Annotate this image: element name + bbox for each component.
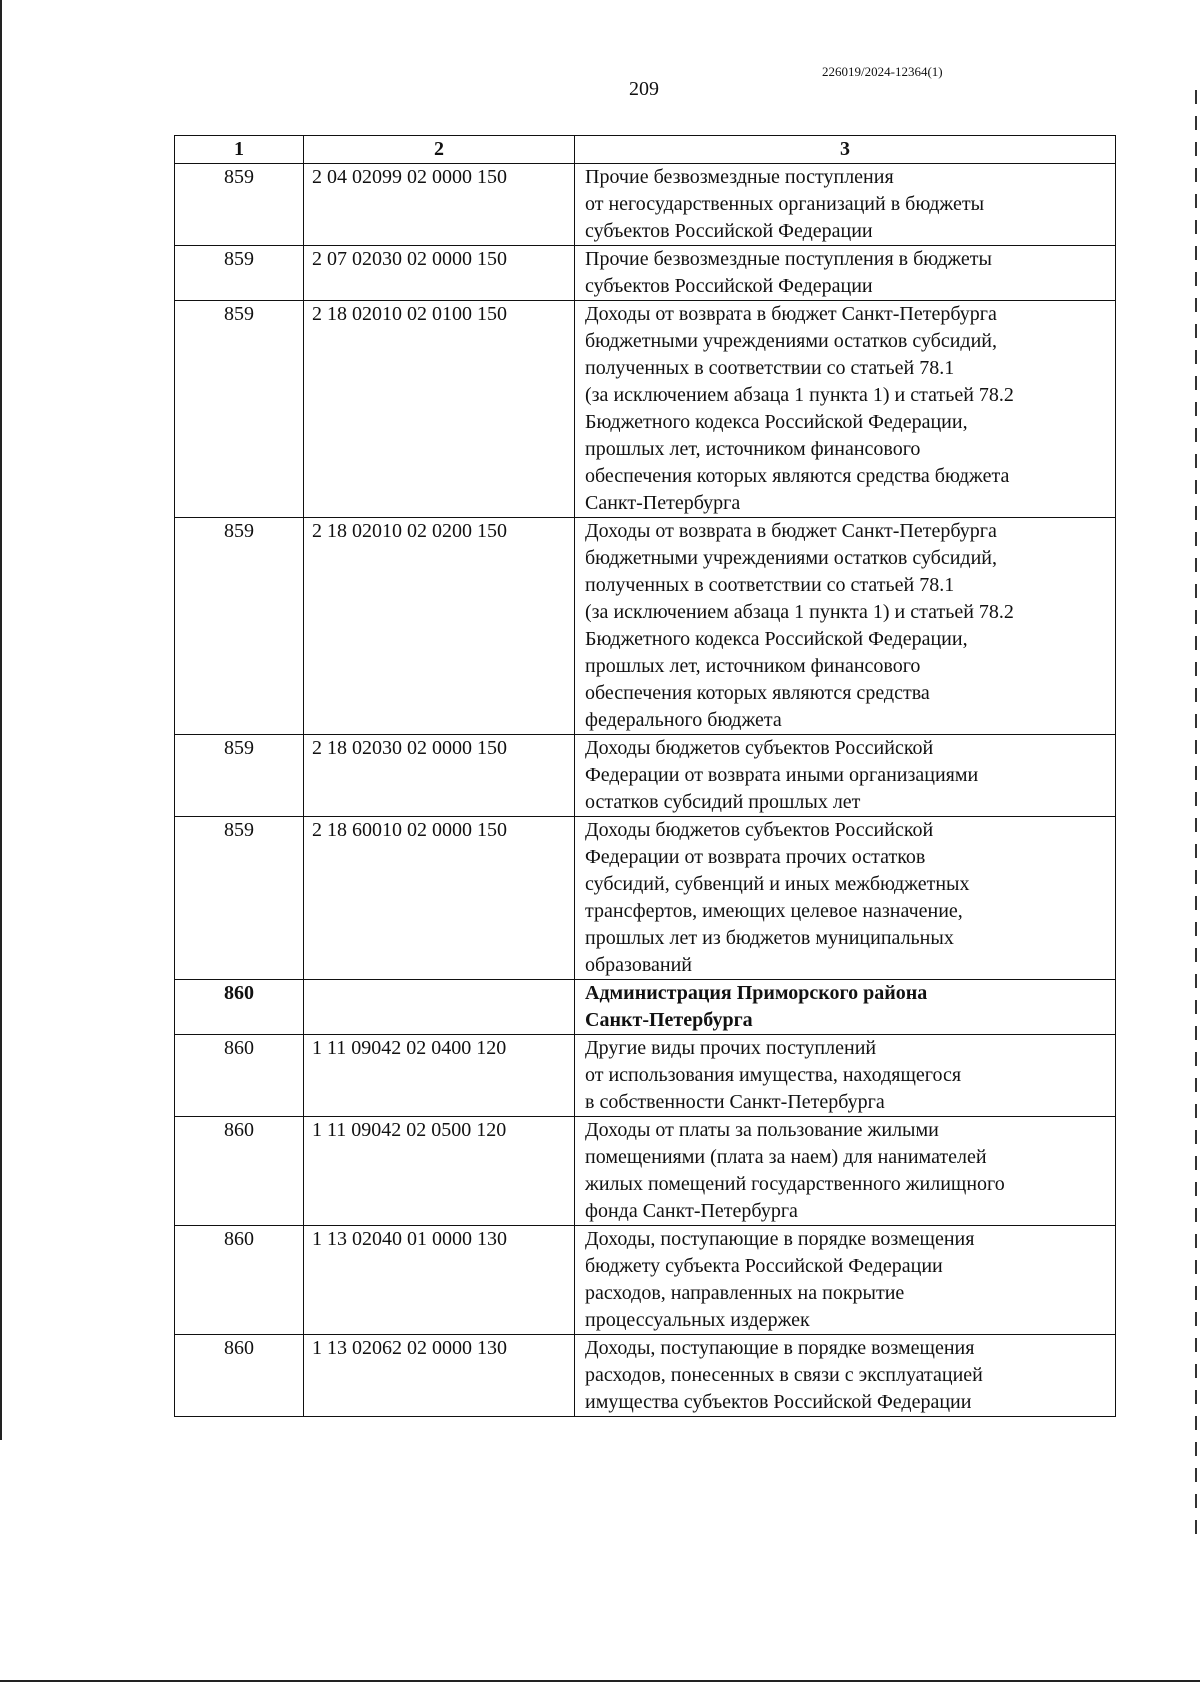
description-cell: Доходы от возврата в бюджет Санкт-Петербурга бюджетными учреждениями остатков субсидий, полученных в соответствии со статьей 78.1 (за исключением абзаца 1 пункта 1) и статьей 78.2 Бюджетного кодекса Российской Федерации, прошлых лет, источником финансового обеспечения которых являются средства федерального бюджета bbox=[575, 518, 1116, 735]
budget-code-cell: 2 18 02030 02 0000 150 bbox=[304, 735, 575, 817]
admin-code-cell: 859 bbox=[175, 164, 304, 246]
description-cell: Доходы от возврата в бюджет Санкт-Петербурга бюджетными учреждениями остатков субсидий, полученных в соответствии со статьей 78.1 (за исключением абзаца 1 пункта 1) и статьей 78.2 Бюджетного кодекса Российской Федерации, прошлых лет, источником финансового обеспечения которых являются средства бюджета Санкт-Петербурга bbox=[575, 301, 1116, 518]
table-row bbox=[175, 246, 1116, 301]
column-header-1: 1 bbox=[175, 136, 304, 164]
budget-code-cell: 1 13 02062 02 0000 130 bbox=[304, 1335, 575, 1417]
admin-code-cell: 859 bbox=[175, 518, 304, 735]
budget-code-cell: 2 18 02010 02 0100 150 bbox=[304, 301, 575, 518]
budget-code-cell: 2 18 02010 02 0200 150 bbox=[304, 518, 575, 735]
table-row bbox=[175, 301, 1116, 518]
table-row bbox=[175, 1117, 1116, 1226]
description-cell: Доходы бюджетов субъектов Российской Федерации от возврата иными организациями остатков субсидий прошлых лет bbox=[575, 735, 1116, 817]
admin-code-cell: 860 bbox=[175, 1226, 304, 1335]
description-cell: Администрация Приморского района Санкт-Петербурга bbox=[575, 980, 1116, 1035]
column-header-3: 3 bbox=[575, 136, 1116, 164]
budget-code-cell: 2 04 02099 02 0000 150 bbox=[304, 164, 575, 246]
table-row bbox=[175, 1035, 1116, 1117]
description-cell: Прочие безвозмездные поступления в бюджеты субъектов Российской Федерации bbox=[575, 246, 1116, 301]
description-cell: Доходы, поступающие в порядке возмещения расходов, понесенных в связи с эксплуатацией имущества субъектов Российской Федерации bbox=[575, 1335, 1116, 1417]
table-row bbox=[175, 164, 1116, 246]
description-cell: Доходы, поступающие в порядке возмещения бюджету субъекта Российской Федерации расходов, направленных на покрытие процессуальных издержек bbox=[575, 1226, 1116, 1335]
admin-code-cell: 860 bbox=[175, 1117, 304, 1226]
budget-code-cell: 1 11 09042 02 0400 120 bbox=[304, 1035, 575, 1117]
scan-edge-left bbox=[0, 0, 2, 1440]
budget-code-cell bbox=[304, 980, 575, 1035]
scan-edge-right bbox=[1195, 90, 1197, 1540]
description-cell: Прочие безвозмездные поступления от негосударственных организаций в бюджеты субъектов Российской Федерации bbox=[575, 164, 1116, 246]
admin-code-cell: 859 bbox=[175, 246, 304, 301]
description-cell: Доходы бюджетов субъектов Российской Федерации от возврата прочих остатков субсидий, субвенций и иных межбюджетных трансфертов, имеющих целевое назначение, прошлых лет из бюджетов муниципальных образований bbox=[575, 817, 1116, 980]
admin-code-cell: 859 bbox=[175, 817, 304, 980]
admin-code-cell: 859 bbox=[175, 735, 304, 817]
scan-edge-bottom bbox=[0, 1680, 1200, 1682]
table-row-administrator-heading bbox=[175, 980, 1116, 1035]
column-header-2: 2 bbox=[304, 136, 575, 164]
admin-code-cell: 859 bbox=[175, 301, 304, 518]
budget-code-cell: 1 11 09042 02 0500 120 bbox=[304, 1117, 575, 1226]
admin-code-cell: 860 bbox=[175, 980, 304, 1035]
page-number: 209 bbox=[629, 78, 659, 100]
admin-code-cell: 860 bbox=[175, 1035, 304, 1117]
table-row bbox=[175, 817, 1116, 980]
budget-code-cell: 2 07 02030 02 0000 150 bbox=[304, 246, 575, 301]
table-row bbox=[175, 518, 1116, 735]
budget-code-cell: 2 18 60010 02 0000 150 bbox=[304, 817, 575, 980]
budget-revenue-table bbox=[174, 135, 1116, 1417]
budget-code-cell: 1 13 02040 01 0000 130 bbox=[304, 1226, 575, 1335]
table-row bbox=[175, 1335, 1116, 1417]
admin-code-cell: 860 bbox=[175, 1335, 304, 1417]
table-row bbox=[175, 735, 1116, 817]
table-row bbox=[175, 1226, 1116, 1335]
table-header-row bbox=[175, 136, 1116, 164]
description-cell: Доходы от платы за пользование жилыми помещениями (плата за наем) для нанимателей жилых помещений государственного жилищного фонда Санкт-Петербурга bbox=[575, 1117, 1116, 1226]
description-cell: Другие виды прочих поступлений от использования имущества, находящегося в собственности Санкт-Петербурга bbox=[575, 1035, 1116, 1117]
document-id: 226019/2024-12364(1) bbox=[822, 64, 943, 79]
